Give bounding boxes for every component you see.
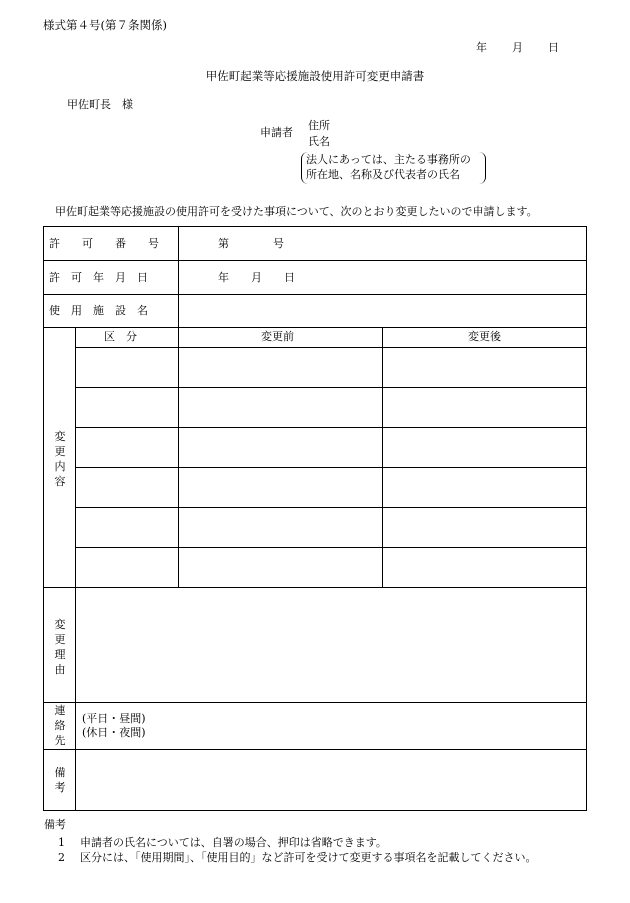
note-number: 1 [58, 836, 65, 849]
note-number: 2 [58, 851, 65, 864]
note-text: 申請者の氏名については、自署の場合、押印は省略できます。 [80, 836, 387, 849]
note-item [58, 851, 537, 865]
applicant-label: 申請者 [260, 126, 293, 139]
remarks-label: 備考 [54, 766, 66, 794]
application-table [43, 226, 587, 811]
form-number: 様式第４号(第７条関係) [43, 18, 167, 32]
contact-label: 連絡先 [54, 704, 66, 747]
note-item [58, 836, 387, 850]
corporate-note-line2: 所在地、名称及び代表者の氏名 [306, 168, 460, 181]
contact-holiday: (休日・夜間) [82, 726, 146, 739]
column-before: 変更前 [261, 330, 294, 343]
facility-name-label: 使 用 施 設 名 [49, 304, 148, 317]
date-year: 年 [476, 41, 487, 54]
permit-number-label: 許 可 番 号 [49, 237, 159, 250]
name-label: 氏名 [308, 135, 330, 148]
corporate-note-line1: 法人にあっては、主たる事務所の [306, 153, 471, 166]
column-category: 区 分 [104, 330, 137, 343]
permit-date-value[interactable]: 年 月 日 [218, 271, 295, 284]
intro-text: 甲佐町起業等応援施設の使用許可を受けた事項について、次のとおり変更したいので申請します。 [55, 205, 538, 218]
change-reason-label: 変更理由 [54, 618, 66, 676]
date-month: 月 [512, 41, 523, 54]
note-text: 区分には、「使用期間」、「使用目的」など許可を受けて変更する事項名を記載してください。 [80, 851, 537, 864]
contact-weekday: (平日・昼間) [82, 712, 146, 725]
notes-heading: 備考 [44, 818, 66, 831]
change-content-label: 変更内容 [54, 430, 66, 488]
permit-date-label: 許 可 年 月 日 [49, 271, 148, 284]
document-title: 甲佐町起業等応援施設使用許可変更申請書 [205, 69, 425, 83]
addressee: 甲佐町長 様 [67, 98, 133, 111]
address-label: 住所 [308, 119, 330, 132]
permit-number-value[interactable]: 第 号 [218, 237, 284, 250]
column-after: 変更後 [468, 330, 501, 343]
date-day: 日 [548, 41, 559, 54]
